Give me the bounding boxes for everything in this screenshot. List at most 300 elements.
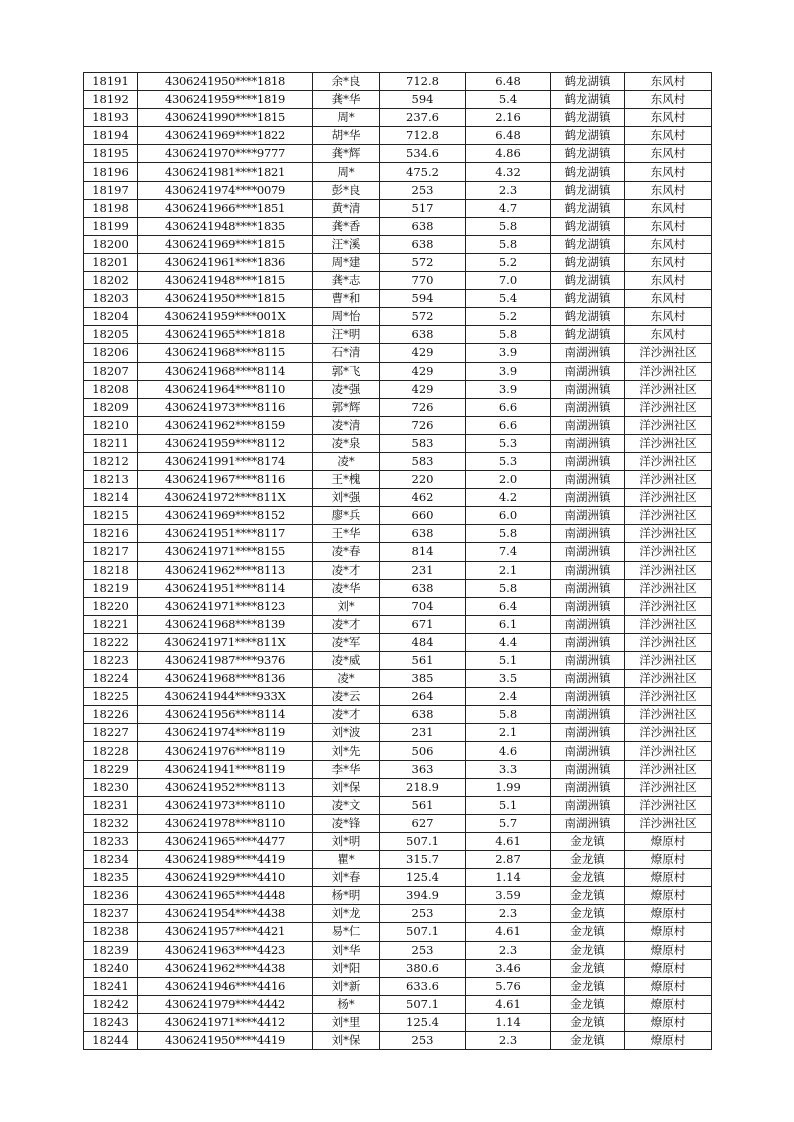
id-number-cell: 4306241946****4416 [138, 977, 313, 995]
town-cell: 南湖洲镇 [551, 416, 625, 434]
village-cell: 洋沙洲社区 [625, 652, 712, 670]
village-cell: 洋沙洲社区 [625, 724, 712, 742]
serial-number-cell: 18235 [84, 869, 138, 887]
name-cell: 刘*龙 [313, 905, 380, 923]
name-cell: 凌* [313, 670, 380, 688]
serial-number-cell: 18193 [84, 109, 138, 127]
amount-cell: 671 [380, 615, 466, 633]
table-row [84, 290, 712, 308]
id-number-cell: 4306241979****4442 [138, 995, 313, 1013]
id-number-cell: 4306241957****4421 [138, 923, 313, 941]
table-row [84, 543, 712, 561]
amount-cell: 253 [380, 1031, 466, 1049]
town-cell: 鹤龙湖镇 [551, 145, 625, 163]
town-cell: 南湖洲镇 [551, 380, 625, 398]
amount-cell: 638 [380, 235, 466, 253]
id-number-cell: 4306241950****4419 [138, 1031, 313, 1049]
village-cell: 东风村 [625, 145, 712, 163]
name-cell: 凌*才 [313, 615, 380, 633]
table-row [84, 416, 712, 434]
name-cell: 瞿* [313, 851, 380, 869]
name-cell: 汪*溪 [313, 235, 380, 253]
quantity-cell: 6.0 [466, 507, 551, 525]
town-cell: 南湖洲镇 [551, 489, 625, 507]
name-cell: 龚*志 [313, 272, 380, 290]
quantity-cell: 5.8 [466, 235, 551, 253]
amount-cell: 385 [380, 670, 466, 688]
serial-number-cell: 18212 [84, 452, 138, 470]
town-cell: 金龙镇 [551, 995, 625, 1013]
id-number-cell: 4306241991****8174 [138, 452, 313, 470]
town-cell: 南湖洲镇 [551, 706, 625, 724]
name-cell: 龚*华 [313, 91, 380, 109]
serial-number-cell: 18225 [84, 688, 138, 706]
serial-number-cell: 18243 [84, 1013, 138, 1031]
table-row [84, 742, 712, 760]
name-cell: 刘*春 [313, 869, 380, 887]
town-cell: 南湖洲镇 [551, 688, 625, 706]
id-number-cell: 4306241961****1836 [138, 253, 313, 271]
town-cell: 金龙镇 [551, 1013, 625, 1031]
village-cell: 东风村 [625, 217, 712, 235]
id-number-cell: 4306241969****1822 [138, 127, 313, 145]
serial-number-cell: 18204 [84, 308, 138, 326]
id-number-cell: 4306241971****8155 [138, 543, 313, 561]
name-cell: 廖*兵 [313, 507, 380, 525]
serial-number-cell: 18229 [84, 760, 138, 778]
table-row [84, 362, 712, 380]
village-cell: 洋沙洲社区 [625, 579, 712, 597]
village-cell: 燎原村 [625, 941, 712, 959]
village-cell: 燎原村 [625, 1013, 712, 1031]
village-cell: 洋沙洲社区 [625, 778, 712, 796]
town-cell: 鹤龙湖镇 [551, 272, 625, 290]
serial-number-cell: 18231 [84, 796, 138, 814]
amount-cell: 726 [380, 416, 466, 434]
id-number-cell: 4306241965****1818 [138, 326, 313, 344]
table-row [84, 832, 712, 850]
serial-number-cell: 18207 [84, 362, 138, 380]
town-cell: 南湖洲镇 [551, 742, 625, 760]
town-cell: 鹤龙湖镇 [551, 91, 625, 109]
village-cell: 东风村 [625, 308, 712, 326]
name-cell: 黄*清 [313, 199, 380, 217]
amount-cell: 627 [380, 814, 466, 832]
serial-number-cell: 18201 [84, 253, 138, 271]
amount-cell: 561 [380, 796, 466, 814]
table-row [84, 688, 712, 706]
amount-cell: 507.1 [380, 832, 466, 850]
serial-number-cell: 18220 [84, 597, 138, 615]
town-cell: 金龙镇 [551, 905, 625, 923]
serial-number-cell: 18206 [84, 344, 138, 362]
serial-number-cell: 18196 [84, 163, 138, 181]
town-cell: 金龙镇 [551, 869, 625, 887]
village-cell: 东风村 [625, 272, 712, 290]
id-number-cell: 4306241959****1819 [138, 91, 313, 109]
table-row [84, 163, 712, 181]
village-cell: 东风村 [625, 181, 712, 199]
id-number-cell: 4306241956****8114 [138, 706, 313, 724]
table-row [84, 579, 712, 597]
name-cell: 刘*先 [313, 742, 380, 760]
serial-number-cell: 18232 [84, 814, 138, 832]
table-row [84, 507, 712, 525]
quantity-cell: 5.8 [466, 217, 551, 235]
village-cell: 东风村 [625, 163, 712, 181]
village-cell: 东风村 [625, 127, 712, 145]
name-cell: 易*仁 [313, 923, 380, 941]
serial-number-cell: 18211 [84, 434, 138, 452]
quantity-cell: 5.8 [466, 525, 551, 543]
quantity-cell: 5.4 [466, 290, 551, 308]
name-cell: 周* [313, 109, 380, 127]
amount-cell: 770 [380, 272, 466, 290]
name-cell: 胡*华 [313, 127, 380, 145]
table-row [84, 272, 712, 290]
name-cell: 凌*强 [313, 380, 380, 398]
serial-number-cell: 18192 [84, 91, 138, 109]
village-cell: 洋沙洲社区 [625, 380, 712, 398]
amount-cell: 231 [380, 724, 466, 742]
village-cell: 洋沙洲社区 [625, 670, 712, 688]
table-row [84, 1031, 712, 1049]
id-number-cell: 4306241990****1815 [138, 109, 313, 127]
serial-number-cell: 18218 [84, 561, 138, 579]
id-number-cell: 4306241973****8110 [138, 796, 313, 814]
name-cell: 杨*明 [313, 887, 380, 905]
amount-cell: 394.9 [380, 887, 466, 905]
town-cell: 鹤龙湖镇 [551, 290, 625, 308]
id-number-cell: 4306241944****933X [138, 688, 313, 706]
table-row [84, 796, 712, 814]
serial-number-cell: 18237 [84, 905, 138, 923]
amount-cell: 594 [380, 290, 466, 308]
id-number-cell: 4306241965****4448 [138, 887, 313, 905]
name-cell: 刘*保 [313, 778, 380, 796]
table-row [84, 525, 712, 543]
table-row [84, 923, 712, 941]
serial-number-cell: 18219 [84, 579, 138, 597]
town-cell: 南湖洲镇 [551, 398, 625, 416]
id-number-cell: 4306241950****1818 [138, 73, 313, 91]
table-row [84, 633, 712, 651]
name-cell: 刘*新 [313, 977, 380, 995]
quantity-cell: 2.3 [466, 905, 551, 923]
village-cell: 洋沙洲社区 [625, 416, 712, 434]
town-cell: 南湖洲镇 [551, 561, 625, 579]
town-cell: 南湖洲镇 [551, 362, 625, 380]
village-cell: 燎原村 [625, 887, 712, 905]
id-number-cell: 4306241969****8152 [138, 507, 313, 525]
town-cell: 南湖洲镇 [551, 507, 625, 525]
name-cell: 凌*才 [313, 561, 380, 579]
amount-cell: 218.9 [380, 778, 466, 796]
table-row [84, 869, 712, 887]
amount-cell: 633.6 [380, 977, 466, 995]
village-cell: 东风村 [625, 235, 712, 253]
serial-number-cell: 18222 [84, 633, 138, 651]
serial-number-cell: 18214 [84, 489, 138, 507]
name-cell: 刘*波 [313, 724, 380, 742]
amount-cell: 638 [380, 217, 466, 235]
quantity-cell: 3.9 [466, 380, 551, 398]
table-row [84, 670, 712, 688]
village-cell: 洋沙洲社区 [625, 760, 712, 778]
quantity-cell: 4.4 [466, 633, 551, 651]
amount-cell: 726 [380, 398, 466, 416]
quantity-cell: 5.4 [466, 91, 551, 109]
town-cell: 鹤龙湖镇 [551, 253, 625, 271]
amount-cell: 517 [380, 199, 466, 217]
amount-cell: 484 [380, 633, 466, 651]
table-row [84, 615, 712, 633]
village-cell: 燎原村 [625, 869, 712, 887]
name-cell: 王*槐 [313, 471, 380, 489]
quantity-cell: 2.3 [466, 181, 551, 199]
name-cell: 杨* [313, 995, 380, 1013]
town-cell: 南湖洲镇 [551, 344, 625, 362]
town-cell: 鹤龙湖镇 [551, 326, 625, 344]
village-cell: 洋沙洲社区 [625, 688, 712, 706]
name-cell: 王*华 [313, 525, 380, 543]
town-cell: 鹤龙湖镇 [551, 308, 625, 326]
serial-number-cell: 18223 [84, 652, 138, 670]
records-table-body [84, 73, 712, 1050]
name-cell: 刘*保 [313, 1031, 380, 1049]
serial-number-cell: 18242 [84, 995, 138, 1013]
amount-cell: 475.2 [380, 163, 466, 181]
town-cell: 鹤龙湖镇 [551, 163, 625, 181]
amount-cell: 125.4 [380, 869, 466, 887]
amount-cell: 125.4 [380, 1013, 466, 1031]
town-cell: 南湖洲镇 [551, 796, 625, 814]
id-number-cell: 4306241968****8114 [138, 362, 313, 380]
village-cell: 东风村 [625, 199, 712, 217]
village-cell: 燎原村 [625, 977, 712, 995]
id-number-cell: 4306241970****9777 [138, 145, 313, 163]
quantity-cell: 7.0 [466, 272, 551, 290]
id-number-cell: 4306241962****8159 [138, 416, 313, 434]
quantity-cell: 4.61 [466, 832, 551, 850]
name-cell: 凌*春 [313, 543, 380, 561]
table-row [84, 308, 712, 326]
quantity-cell: 6.6 [466, 416, 551, 434]
quantity-cell: 4.61 [466, 923, 551, 941]
serial-number-cell: 18230 [84, 778, 138, 796]
serial-number-cell: 18202 [84, 272, 138, 290]
id-number-cell: 4306241959****8112 [138, 434, 313, 452]
id-number-cell: 4306241967****8116 [138, 471, 313, 489]
village-cell: 燎原村 [625, 851, 712, 869]
id-number-cell: 4306241968****8139 [138, 615, 313, 633]
name-cell: 凌* [313, 452, 380, 470]
table-row [84, 344, 712, 362]
name-cell: 周*建 [313, 253, 380, 271]
id-number-cell: 4306241972****811X [138, 489, 313, 507]
id-number-cell: 4306241964****8110 [138, 380, 313, 398]
table-row [84, 778, 712, 796]
id-number-cell: 4306241963****4423 [138, 941, 313, 959]
town-cell: 南湖洲镇 [551, 724, 625, 742]
id-number-cell: 4306241929****4410 [138, 869, 313, 887]
amount-cell: 264 [380, 688, 466, 706]
quantity-cell: 5.8 [466, 326, 551, 344]
serial-number-cell: 18224 [84, 670, 138, 688]
table-row [84, 181, 712, 199]
amount-cell: 253 [380, 941, 466, 959]
village-cell: 洋沙洲社区 [625, 561, 712, 579]
quantity-cell: 4.61 [466, 995, 551, 1013]
name-cell: 刘* [313, 597, 380, 615]
village-cell: 东风村 [625, 73, 712, 91]
town-cell: 南湖洲镇 [551, 670, 625, 688]
amount-cell: 712.8 [380, 73, 466, 91]
serial-number-cell: 18233 [84, 832, 138, 850]
quantity-cell: 5.3 [466, 434, 551, 452]
amount-cell: 237.6 [380, 109, 466, 127]
id-number-cell: 4306241954****4438 [138, 905, 313, 923]
amount-cell: 429 [380, 362, 466, 380]
amount-cell: 638 [380, 525, 466, 543]
amount-cell: 506 [380, 742, 466, 760]
town-cell: 鹤龙湖镇 [551, 181, 625, 199]
serial-number-cell: 18195 [84, 145, 138, 163]
town-cell: 金龙镇 [551, 851, 625, 869]
town-cell: 金龙镇 [551, 923, 625, 941]
id-number-cell: 4306241978****8110 [138, 814, 313, 832]
town-cell: 鹤龙湖镇 [551, 109, 625, 127]
quantity-cell: 7.4 [466, 543, 551, 561]
town-cell: 鹤龙湖镇 [551, 217, 625, 235]
name-cell: 龚*香 [313, 217, 380, 235]
id-number-cell: 4306241948****1835 [138, 217, 313, 235]
table-row [84, 851, 712, 869]
id-number-cell: 4306241952****8113 [138, 778, 313, 796]
serial-number-cell: 18210 [84, 416, 138, 434]
name-cell: 汪*明 [313, 326, 380, 344]
amount-cell: 572 [380, 308, 466, 326]
quantity-cell: 2.4 [466, 688, 551, 706]
id-number-cell: 4306241966****1851 [138, 199, 313, 217]
village-cell: 洋沙洲社区 [625, 362, 712, 380]
village-cell: 洋沙洲社区 [625, 796, 712, 814]
village-cell: 洋沙洲社区 [625, 452, 712, 470]
quantity-cell: 5.1 [466, 796, 551, 814]
amount-cell: 253 [380, 181, 466, 199]
table-row [84, 145, 712, 163]
village-cell: 洋沙洲社区 [625, 633, 712, 651]
table-row [84, 597, 712, 615]
serial-number-cell: 18217 [84, 543, 138, 561]
table-row [84, 434, 712, 452]
serial-number-cell: 18198 [84, 199, 138, 217]
id-number-cell: 4306241973****8116 [138, 398, 313, 416]
name-cell: 凌*文 [313, 796, 380, 814]
amount-cell: 712.8 [380, 127, 466, 145]
table-row [84, 905, 712, 923]
table-row [84, 561, 712, 579]
name-cell: 余*良 [313, 73, 380, 91]
amount-cell: 231 [380, 561, 466, 579]
quantity-cell: 2.3 [466, 941, 551, 959]
serial-number-cell: 18227 [84, 724, 138, 742]
serial-number-cell: 18213 [84, 471, 138, 489]
village-cell: 洋沙洲社区 [625, 344, 712, 362]
id-number-cell: 4306241981****1821 [138, 163, 313, 181]
village-cell: 洋沙洲社区 [625, 398, 712, 416]
village-cell: 洋沙洲社区 [625, 471, 712, 489]
quantity-cell: 6.1 [466, 615, 551, 633]
amount-cell: 429 [380, 380, 466, 398]
village-cell: 洋沙洲社区 [625, 615, 712, 633]
id-number-cell: 4306241951****8114 [138, 579, 313, 597]
village-cell: 东风村 [625, 326, 712, 344]
serial-number-cell: 18200 [84, 235, 138, 253]
town-cell: 金龙镇 [551, 887, 625, 905]
town-cell: 鹤龙湖镇 [551, 199, 625, 217]
table-row [84, 977, 712, 995]
id-number-cell: 4306241968****8115 [138, 344, 313, 362]
serial-number-cell: 18228 [84, 742, 138, 760]
table-row [84, 724, 712, 742]
table-row [84, 814, 712, 832]
quantity-cell: 5.8 [466, 579, 551, 597]
serial-number-cell: 18215 [84, 507, 138, 525]
name-cell: 凌*清 [313, 416, 380, 434]
table-row [84, 941, 712, 959]
table-row [84, 1013, 712, 1031]
quantity-cell: 2.0 [466, 471, 551, 489]
name-cell: 周* [313, 163, 380, 181]
amount-cell: 583 [380, 452, 466, 470]
quantity-cell: 5.1 [466, 652, 551, 670]
quantity-cell: 3.5 [466, 670, 551, 688]
quantity-cell: 5.76 [466, 977, 551, 995]
table-row [84, 127, 712, 145]
amount-cell: 638 [380, 579, 466, 597]
village-cell: 燎原村 [625, 995, 712, 1013]
quantity-cell: 6.4 [466, 597, 551, 615]
id-number-cell: 4306241969****1815 [138, 235, 313, 253]
quantity-cell: 5.8 [466, 706, 551, 724]
town-cell: 南湖洲镇 [551, 760, 625, 778]
quantity-cell: 4.86 [466, 145, 551, 163]
quantity-cell: 5.2 [466, 253, 551, 271]
table-row [84, 73, 712, 91]
quantity-cell: 1.14 [466, 1013, 551, 1031]
town-cell: 南湖洲镇 [551, 471, 625, 489]
amount-cell: 638 [380, 706, 466, 724]
table-row [84, 452, 712, 470]
id-number-cell: 4306241976****8119 [138, 742, 313, 760]
amount-cell: 363 [380, 760, 466, 778]
table-row [84, 489, 712, 507]
amount-cell: 534.6 [380, 145, 466, 163]
amount-cell: 814 [380, 543, 466, 561]
village-cell: 洋沙洲社区 [625, 543, 712, 561]
id-number-cell: 4306241962****4438 [138, 959, 313, 977]
amount-cell: 507.1 [380, 995, 466, 1013]
amount-cell: 315.7 [380, 851, 466, 869]
serial-number-cell: 18208 [84, 380, 138, 398]
serial-number-cell: 18236 [84, 887, 138, 905]
name-cell: 刘*明 [313, 832, 380, 850]
name-cell: 凌*军 [313, 633, 380, 651]
town-cell: 金龙镇 [551, 977, 625, 995]
id-number-cell: 4306241962****8113 [138, 561, 313, 579]
serial-number-cell: 18209 [84, 398, 138, 416]
